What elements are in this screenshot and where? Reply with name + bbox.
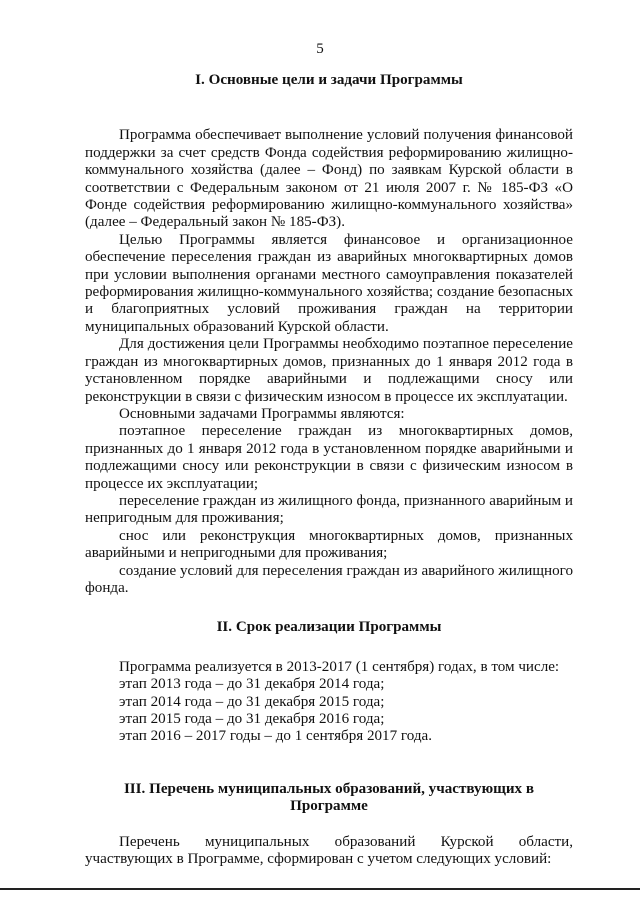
- section-1-paragraph: Основными задачами Программы являются:: [119, 405, 405, 422]
- section-1-paragraph: Целью Программы является финансовое и организационное обеспечение переселения граждан из аварийных многоквартирных домов при условии выполнения органами местного самоуправления показателей реформирования жилищно-коммунального хозяйства; создание безопасных и благоприятных условий проживания граждан на территории муниципальных образований Курской области.: [85, 231, 573, 335]
- section-2-stage: этап 2013 года – до 31 декабря 2014 года;: [119, 676, 385, 693]
- section-3-paragraph: Перечень муниципальных образований Курской области, участвующих в Программе, сформирован с учетом следующих условий:: [85, 833, 573, 868]
- page-content: [85, 72, 573, 868]
- page-number: 5: [316, 41, 324, 57]
- section-1-paragraph: Для достижения цели Программы необходимо поэтапное переселение граждан из многоквартирных домов, признанных до 1 января 2012 года в установленном порядке аварийными и подлежащими сносу или реконструкции в связи с физическим износом в процессе их эксплуатации.: [85, 336, 573, 405]
- section-1-list-item: поэтапное переселение граждан из многоквартирных домов, признанных до 1 января 2012 года в установленном порядке аварийными и подлежащими сносу или реконструкции в связи с физическим износом в процессе их эксплуатации;: [85, 423, 573, 492]
- bottom-scan-line: [0, 888, 640, 890]
- section-2-paragraph: Программа реализуется в 2013-2017 (1 сентября) годах, в том числе:: [119, 658, 560, 675]
- section-2-stage: этап 2016 – 2017 годы – до 1 сентября 2017 года.: [119, 728, 432, 745]
- section-1-heading: I. Основные цели и задачи Программы: [195, 72, 463, 88]
- section-1-list-item: снос или реконструкция многоквартирных домов, признанных аварийными и непригодными для проживания;: [85, 527, 573, 562]
- section-1-paragraph: Программа обеспечивает выполнение условий получения финансовой поддержки за счет средств Фонда содействия реформированию жилищно-коммунального хозяйства (далее – Фонд) по заявкам Курской области в соответствии с Федеральным законом от 21 июля 2007 г. № 185-ФЗ «О Фонде содействия реформированию жилищно-коммунального хозяйства» (далее – Федеральный закон № 185-ФЗ).: [85, 127, 573, 231]
- section-3-heading-line-2: Программе: [290, 798, 368, 815]
- section-1-list-item: переселение граждан из жилищного фонда, признанного аварийным и непригодным для проживания;: [85, 492, 573, 527]
- section-2-stage: этап 2015 года – до 31 декабря 2016 года;: [119, 711, 385, 727]
- section-1-list-item: создание условий для переселения граждан из аварийного жилищного фонда.: [85, 562, 573, 596]
- section-2-heading: II. Срок реализации Программы: [216, 619, 442, 636]
- section-3-heading-line-1: III. Перечень муниципальных образований, участвующих в: [123, 780, 535, 797]
- section-2-stage: этап 2014 года – до 31 декабря 2015 года;: [119, 693, 385, 710]
